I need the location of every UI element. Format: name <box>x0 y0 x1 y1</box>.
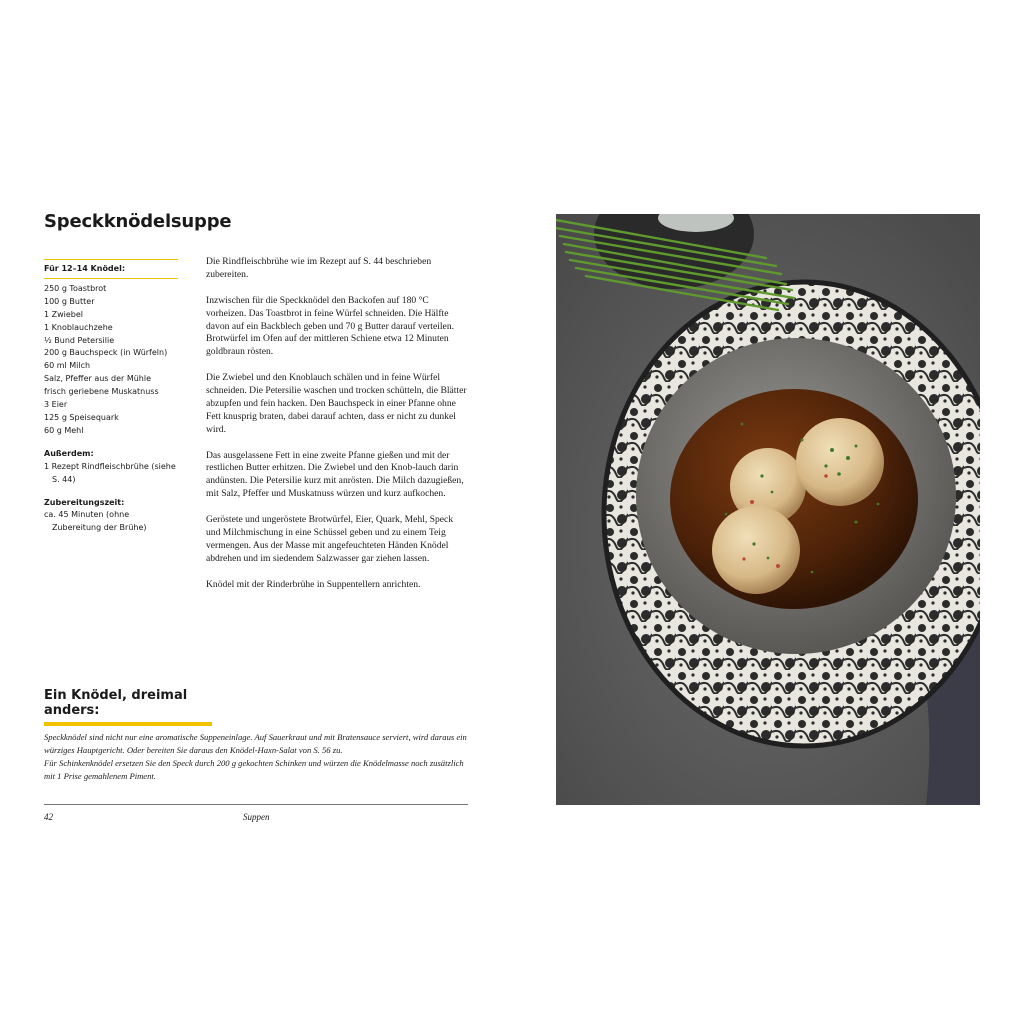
dumpling <box>796 418 884 506</box>
step-paragraph: Das ausgelassene Fett in eine zweite Pfanne gießen und mit der restlichen Butter erhitzen. Die Zwiebel und den Knob-lauch darin andünsten. Die Petersilie kurz mit anrösten. Die Milch dazugießen, mit Salz, Pfeffer und Muskatnuss würzen und kurz aufkochen. <box>206 449 464 500</box>
step-paragraph: Die Rindfleischbrühe wie im Rezept auf S. 44 beschrieben zubereiten. <box>206 256 432 280</box>
dumpling-soup-photo <box>556 214 980 805</box>
time-list <box>44 509 178 535</box>
ingredient-item: frisch geriebene Muskatnuss <box>44 387 159 397</box>
ingredient-item: 200 g Bauchspeck (in Würfeln) <box>44 348 168 358</box>
tip-title: Ein Knödel, dreimal anders: <box>44 688 212 726</box>
footer-rule <box>44 804 468 805</box>
section-name: Suppen <box>243 812 270 822</box>
ingredient-list <box>44 283 178 438</box>
ingredient-item: 100 g Butter <box>44 296 95 306</box>
extra-item: 1 Rezept Rindfleischbrühe (siehe S. 44) <box>44 461 176 484</box>
ingredient-item: Salz, Pfeffer aus der Mühle <box>44 374 152 384</box>
ingredient-item: 60 g Mehl <box>44 425 84 435</box>
ingredient-item: 250 g Toastbrot <box>44 283 107 293</box>
ingredient-item: 1 Knoblauchzehe <box>44 322 113 332</box>
ingredient-item: 60 ml Milch <box>44 361 91 371</box>
tip-text <box>44 731 472 783</box>
step-paragraph: Knödel mit der Rinderbrühe in Suppentellern anrichten. <box>206 578 421 590</box>
ingredient-item: 3 Eier <box>44 400 68 410</box>
page-number: 42 <box>44 812 53 822</box>
tip-paragraph: Für Schinkenknödel ersetzen Sie den Speck durch 200 g gekochten Schinken und würzen die Knödelmasse noch zusätzlich mit 1 Prise gemahlenem Piment. <box>44 757 464 781</box>
tip-paragraph: Speckknödel sind nicht nur eine aromatische Suppeneinlage. Auf Sauerkraut und mit Bratensauce serviert, wird daraus ein würziges Hauptgericht. Oder bereiten Sie daraus den Knödel-Haxn-Salat von S. 56 zu. <box>44 732 467 755</box>
extra-list <box>44 461 178 487</box>
dumpling <box>712 506 800 594</box>
ingredient-item: ½ Bund Petersilie <box>44 335 115 345</box>
recipe-title: Speckknödelsuppe <box>44 211 232 232</box>
ingredients-heading: Für 12–14 Knödel: <box>44 259 178 279</box>
time-item: ca. 45 Minuten (ohne Zubereitung der Brühe) <box>44 510 147 533</box>
ingredients-panel <box>44 259 178 535</box>
ingredient-item: 1 Zwiebel <box>44 309 84 319</box>
time-heading: Zubereitungszeit: <box>44 497 125 507</box>
step-paragraph: Geröstete und ungeröstete Brotwürfel, Eier, Quark, Mehl, Speck und Milchmischung in eine Schüssel geben und zu einem Teig vermengen. Aus der Masse mit angefeuchteten Händen Knödel abdrehen und im siedendem Salzwasser gar ziehen lassen. <box>206 514 454 564</box>
step-paragraph: Die Zwiebel und den Knoblauch schälen und in feine Würfel schneiden. Die Petersilie waschen und trocken schütteln, die Blätter abzupfen und fein hacken. Den Bauchspeck in einer Pfanne ohne Fett knusprig braten, dabei darauf achten, dass er nicht zu dunkel wird. <box>206 372 467 435</box>
step-paragraph: Inzwischen für die Speckknödel den Backofen auf 180 °C vorheizen. Das Toastbrot in feine Würfel schneiden. Die Hälfte davon auf ein Backblech geben und 70 g Butter darauf verteilen. Brotwürfel im Ofen auf der mittleren Schiene etwa 12 Minuten goldbraun rösten. <box>206 294 455 358</box>
ingredient-item: 125 g Speisequark <box>44 412 119 422</box>
extra-heading: Außerdem: <box>44 448 94 458</box>
preparation-steps <box>206 256 468 604</box>
